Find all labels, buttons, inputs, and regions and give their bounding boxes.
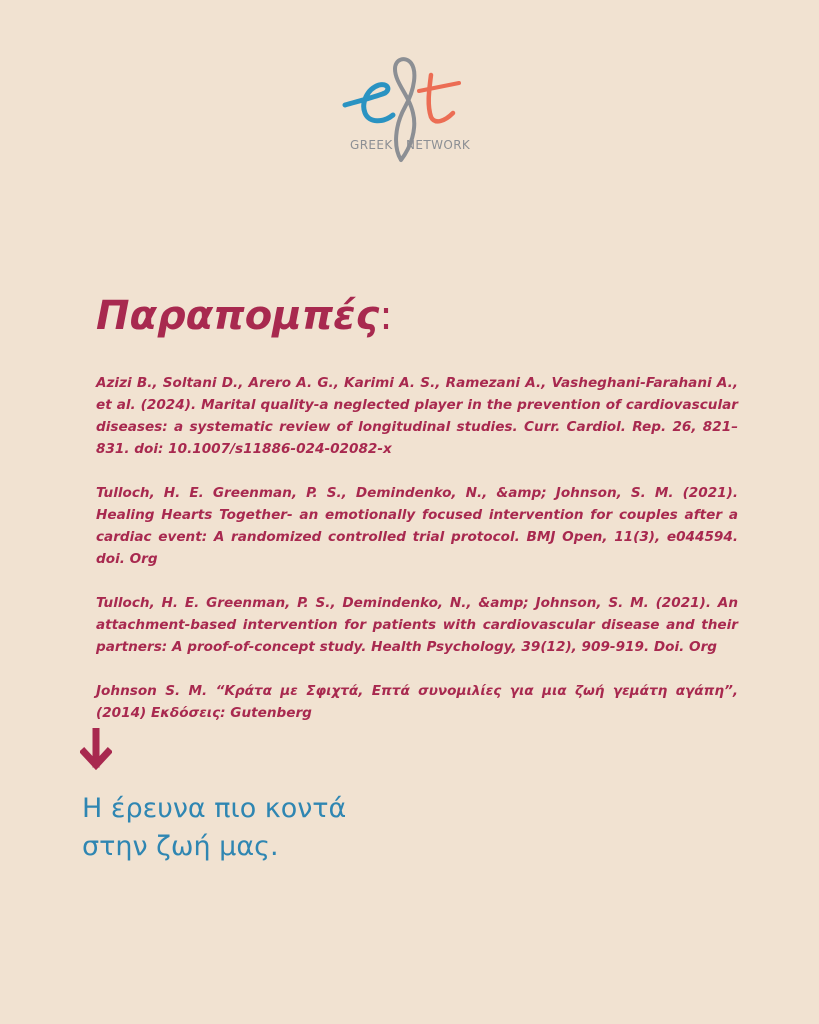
logo-word-network: NETWORK [406, 138, 471, 152]
arrow-down-icon [80, 728, 112, 770]
references-heading-title: Παραπομπές [96, 293, 380, 339]
references-heading [96, 292, 393, 340]
tagline-line-2: στην ζωή μας. [82, 831, 279, 862]
tagline [82, 790, 346, 866]
reference-item: Tulloch, H. E. Greenman, P. S., Demindenko, N., &amp; Johnson, S. M. (2021). An attachment-based intervention for patients with cardiovascular disease and their partners: A proof-of-concept study. Health Psychology, 39(12), 909-919. Doi. Org [96, 595, 738, 655]
reference-item: Tulloch, H. E. Greenman, P. S., Demindenko, N., &amp; Johnson, S. M. (2021). Healing Hearts Together- an emotionally focused intervention for couples after a cardiac event: A randomized controlled trial protocol. BMJ Open, 11(3), e044594. doi. Org [96, 485, 738, 567]
reference-item: Johnson S. M. “Κράτα με Σφιχτά, Επτά συνομιλίες για μια ζωή γεμάτη αγάπη”, (2014) Εκδόσεις: Gutenberg [96, 683, 738, 721]
eft-logo [335, 55, 480, 165]
logo-word-greek: GREEK [350, 138, 393, 152]
reference-item: Azizi B., Soltani D., Arero A. G., Karimi A. S., Ramezani A., Vasheghani-Farahani A., et al. (2024). Marital quality-a neglected player in the prevention of cardiovascular diseases: a systematic review of longitudinal studies. Curr. Cardiol. Rep. 26, 821–831. doi: 10.1007/s11886-024-02082-x [96, 375, 738, 457]
tagline-line-1: Η έρευνα πιο κοντά [82, 793, 347, 824]
references-list [96, 372, 738, 746]
references-heading-colon: : [379, 293, 393, 339]
